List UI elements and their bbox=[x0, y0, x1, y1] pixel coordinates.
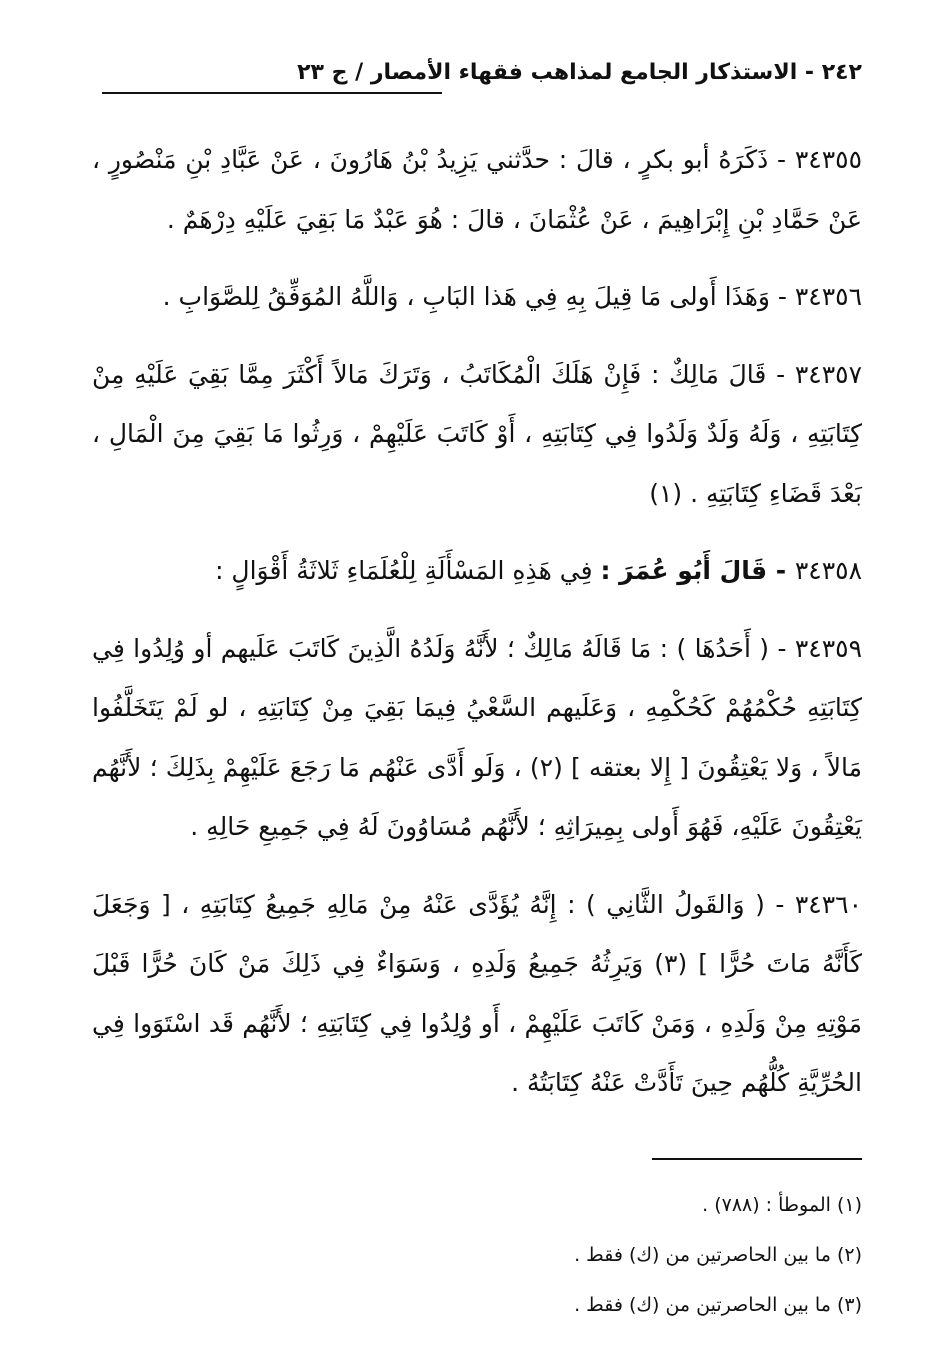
header-rule bbox=[102, 92, 442, 94]
paragraph-text: فِي هَذِهِ المَسْأَلَةِ لِلْعُلَمَاءِ ثَلاثَةُ أَقْوَالٍ : bbox=[215, 556, 601, 585]
paragraph bbox=[92, 267, 862, 327]
paragraph bbox=[92, 619, 862, 857]
main-text bbox=[92, 130, 862, 1131]
paragraph-number: ٣٤٣٥٨ bbox=[794, 556, 862, 585]
paragraph-text: - ذَكَرَهُ أبو بكرٍ ، قالَ : حدَّثني يَزِيدُ بْنُ هَارُونَ ، عَنْ عَبَّادِ بْنِ مَنْصُورٍ ، عَنْ حَمَّادِ بْنِ إِبْرَاهِيمَ ، عَنْ عُثْمَانَ ، قالَ : هُوَ عَبْدٌ مَا بَقِيَ عَلَيْهِ دِرْهَمٌ . bbox=[92, 145, 862, 234]
paragraph bbox=[92, 541, 862, 601]
paragraph-text: - وَهَذَا أَولى مَا قِيلَ بِهِ فِي هَذا البَابِ ، وَاللَّهُ المُوَفِّقُ لِلصَّوَابِ . bbox=[162, 282, 795, 311]
paragraph-text: - ( أَحَدُهَا ) : مَا قَالَهُ مَالِكٌ ؛ لأَنَّهُ وَلَدُهُ الَّذِينَ كَاتَبَ عَلَيهم أو وُلِدُوا فِي كِتَابَتِهِ حُكْمُهُمْ كَحُكْمِهِ ، وَعَلَيهم السَّعْيُ فِيمَا بَقِيَ مِنْ كِتَابَتِهِ ، لو لَمْ يَتَخَلَّفُوا مَالاً ، وَلا يَعْتِقُونَ [ إِلا بعتقه ] (٢) ، وَلَو أَدَّى عَنْهُم مَا رَجَعَ عَلَيْهِمْ بِذَلِكَ ؛ لأَنَّهُم يَعْتِقُونَ عَلَيْهِ، فَهُوَ أَولى بِمِيرَاثِهِ ؛ لأَنَّهُم مُسَاوُونَ لَهُ فِي جَمِيعِ حَالِهِ . bbox=[92, 633, 862, 841]
paragraph-number: ٣٤٣٥٩ bbox=[794, 633, 862, 663]
paragraph-text: - ( وَالقَولُ الثَّانِي ) : إِنَّهُ يُؤَدَّى عَنْهُ مِنْ مَالِهِ جَمِيعُ كِتَابَتِهِ ، [ وَجَعَلَ كَأَنَّهُ مَاتَ حُرًّا ] (٣) وَيَرِثُهُ جَمِيعُ وَلَدِهِ ، وَسَوَاءٌ فِي ذَلِكَ مَنْ كَانَ حُرًّا قَبْلَ مَوْتِهِ مِنْ وَلَدِهِ ، وَمَنْ كَاتَبَ عَلَيْهِمْ ، أَو وُلِدُوا فِي كِتَابَتِهِ ؛ لأَنَّهُم قَد اسْتَوَوا فِي الحُرِّيَّةِ كُلُّهُم حِينَ تَأَدَّتْ عَنْهُ كِتَابَتُهُ . bbox=[92, 889, 862, 1097]
footnote-rule bbox=[652, 1158, 862, 1160]
paragraph-number: ٣٤٣٥٧ bbox=[794, 359, 862, 389]
paragraph bbox=[92, 345, 862, 524]
footnote: (٣) ما بين الحاصرتين من (ك) فقط . bbox=[574, 1294, 862, 1316]
paragraph-number: ٣٤٣٥٥ bbox=[794, 145, 862, 174]
paragraph bbox=[92, 875, 862, 1113]
paragraph-text: - قَالَ مَالِكٌ : فَإِنْ هَلَكَ الْمُكَاتَبُ ، وَتَرَكَ مَالاً أَكْثَرَ مِمَّا بَقِيَ عَلَيْهِ مِنْ كِتَابَتِهِ ، وَلَهُ وَلَدٌ وَلَدُوا فِي كِتَابَتِهِ ، أَوْ كَاتَبَ عَلَيْهِمْ ، وَرِثُوا مَا بَقِيَ مِنَ الْمَالِ ، بَعْدَ قَضَاءِ كِتَابَتِهِ . (١) bbox=[92, 359, 862, 508]
footnotes bbox=[92, 1180, 862, 1330]
running-header-title: ٢٤٢ - الاستذكار الجامع لمذاهب فقهاء الأمصار / ج ٢٣ bbox=[297, 60, 862, 85]
paragraph-number: ٣٤٣٥٦ bbox=[794, 282, 862, 311]
footnote: (١) الموطأ : (٧٨٨) . bbox=[702, 1194, 862, 1216]
paragraph-lead: - قَالَ أَبُو عُمَرَ : bbox=[600, 556, 795, 585]
footnote: (٢) ما بين الحاصرتين من (ك) فقط . bbox=[574, 1244, 862, 1266]
paragraph bbox=[92, 130, 862, 249]
running-header bbox=[102, 60, 862, 100]
paragraph-number: ٣٤٣٦٠ bbox=[794, 889, 862, 919]
